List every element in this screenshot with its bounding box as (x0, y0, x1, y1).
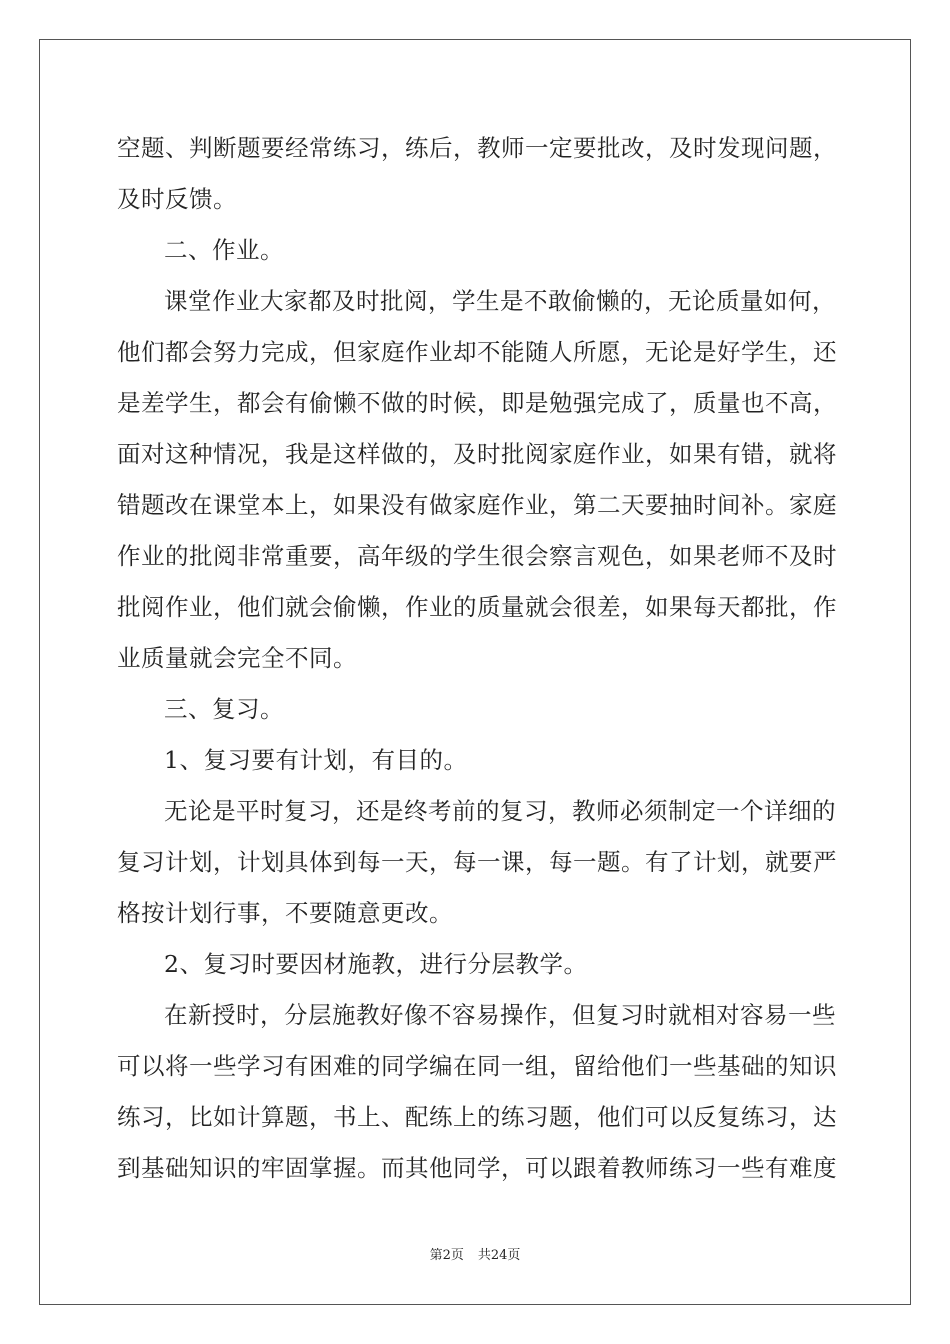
text-line: 无论是平时复习，还是终考前的复习，教师必须制定一个详细的 (164, 797, 836, 825)
document-body (117, 123, 835, 1194)
section-heading: 二、作业。 (164, 236, 284, 264)
text-line: 可以将一些学习有困难的同学编在同一组，留给他们一些基础的知识 (117, 1052, 837, 1080)
text-line: 在新授时，分层施教好像不容易操作，但复习时就相对容易一些 (164, 1001, 836, 1029)
section-heading: 三、复习。 (164, 695, 284, 723)
text-line: 批阅作业，他们就会偷懒，作业的质量就会很差，如果每天都批，作 (117, 593, 837, 621)
text-line: 是差学生，都会有偷懒不做的时候，即是勉强完成了，质量也不高， (117, 389, 837, 417)
text-line: 复习计划，计划具体到每一天，每一课，每一题。有了计划，就要严 (117, 848, 837, 876)
text-line: 到基础知识的牢固掌握。而其他同学，可以跟着教师练习一些有难度 (117, 1154, 837, 1182)
text-line: 及时反馈。 (117, 185, 237, 213)
page-total: 共24页 (477, 1248, 521, 1263)
text-line: 空题、判断题要经常练习，练后，教师一定要批改，及时发现问题， (117, 134, 837, 162)
page-number: 第2页 (429, 1248, 464, 1263)
text-line: 作业的批阅非常重要，高年级的学生很会察言观色，如果老师不及时 (117, 542, 837, 570)
subsection-heading: 1、复习要有计划，有目的。 (164, 746, 468, 774)
text-line: 业质量就会完全不同。 (117, 644, 357, 672)
text-line: 练习，比如计算题，书上、配练上的练习题，他们可以反复练习，达 (117, 1103, 837, 1131)
text-line: 课堂作业大家都及时批阅，学生是不敢偷懒的，无论质量如何， (164, 287, 836, 315)
page-footer (0, 1244, 950, 1263)
text-line: 他们都会努力完成，但家庭作业却不能随人所愿，无论是好学生，还 (117, 338, 837, 366)
text-line: 面对这种情况，我是这样做的，及时批阅家庭作业，如果有错，就将 (117, 440, 837, 468)
text-line: 错题改在课堂本上，如果没有做家庭作业，第二天要抽时间补。家庭 (117, 491, 837, 519)
text-line: 格按计划行事，不要随意更改。 (117, 899, 453, 927)
subsection-heading: 2、复习时要因材施教，进行分层教学。 (164, 950, 588, 978)
